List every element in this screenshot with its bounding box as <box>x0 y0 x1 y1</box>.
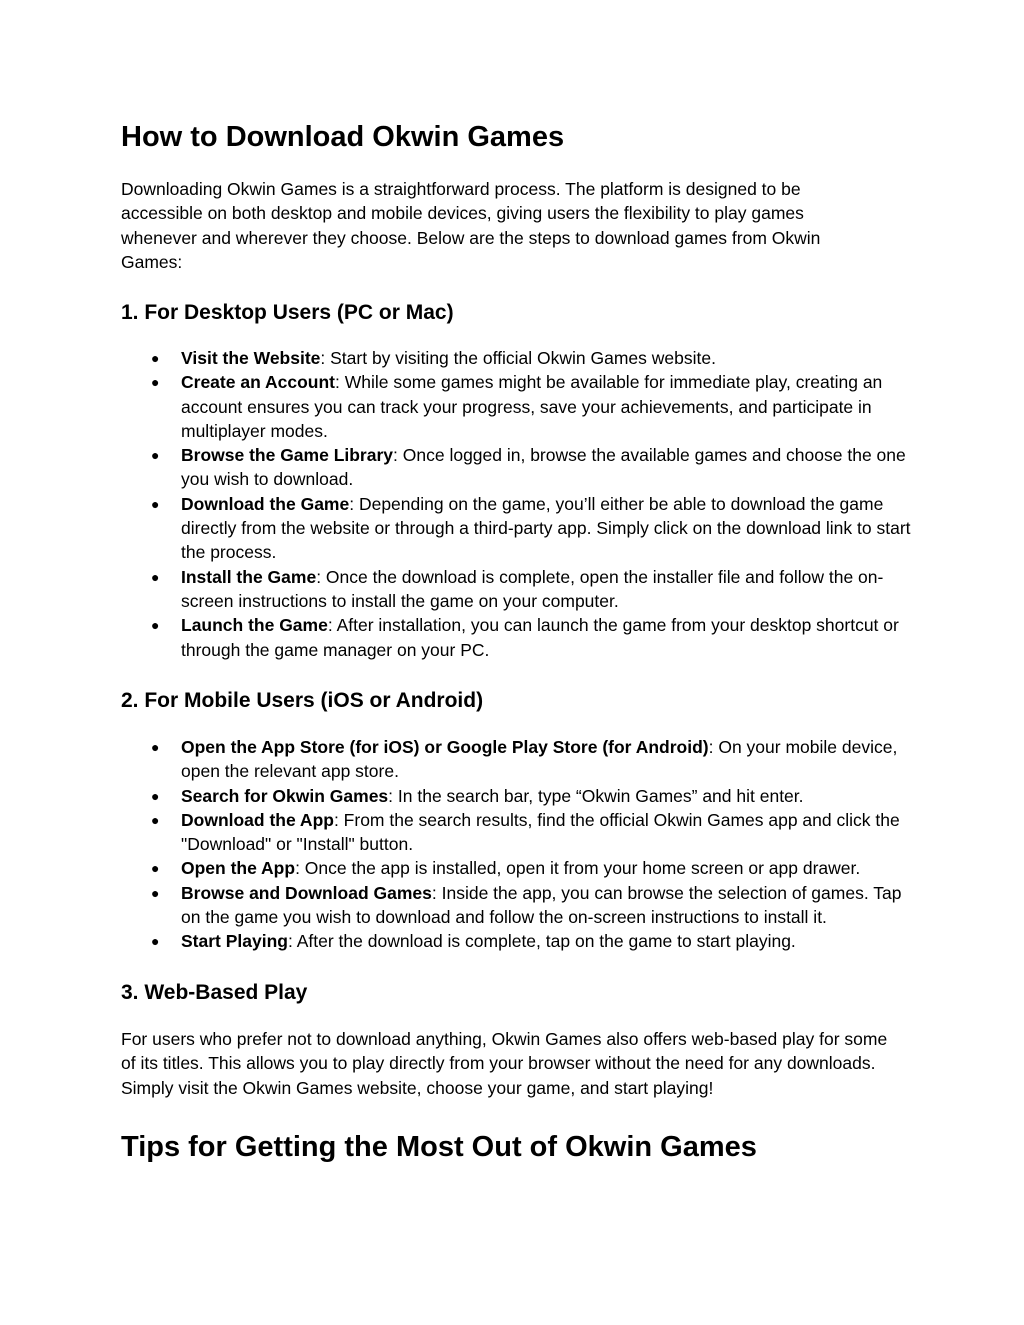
list-item <box>121 808 911 857</box>
step-title: Launch the Game <box>181 615 328 636</box>
bullet-icon: ● <box>151 811 160 828</box>
step-title: Download the Game <box>181 493 350 514</box>
list-item <box>121 492 911 565</box>
tips-title: Tips for Getting the Most Out of Okwin Games <box>121 1131 757 1163</box>
bullet-icon: ● <box>151 884 160 901</box>
bullet-icon: ● <box>151 739 160 755</box>
bullet-icon: ● <box>151 933 160 950</box>
list-item <box>121 929 911 953</box>
list-item <box>121 565 911 614</box>
step-title: Install the Game <box>181 566 317 587</box>
step-text: : On your mobile device, open the relevant app store. <box>181 737 898 782</box>
step-title: Browse and Download Games <box>181 882 432 903</box>
web-paragraph: For users who prefer not to download anything, Okwin Games also offers web-based play for some of its titles. This allows you to play directly from your browser without the need for any downloads. Simply visit the Okwin Games website, choose your game, and start playing! <box>121 1029 888 1098</box>
desktop-section-heading: 1. For Desktop Users (PC or Mac) <box>121 301 454 324</box>
list-item <box>121 613 911 662</box>
step-text: : While some games might be available for immediate play, creating an account ensures you can track your progress, save your achievements, and participate in multiplayer modes. <box>181 372 883 441</box>
step-text: : Inside the app, you can browse the selection of games. Tap on the game you wish to download and follow the on-screen instructions to install it. <box>181 882 902 928</box>
intro-paragraph: Downloading Okwin Games is a straightforward process. The platform is designed to be accessible on both desktop and mobile devices, giving users the flexibility to play games whenever and wherever they choose. Below are the steps to download games from Okwin Games: <box>121 179 821 272</box>
step-title: Download the App <box>181 809 334 830</box>
bullet-icon: ● <box>151 374 160 391</box>
bullet-icon: ● <box>151 495 160 512</box>
step-text: : After the download is complete, tap on the game to start playing. <box>287 931 796 952</box>
bullet-icon: ● <box>151 787 160 804</box>
step-text: : Once logged in, browse the available games and choose the one you wish to download. <box>181 445 906 490</box>
list-item <box>121 370 911 443</box>
step-title: Open the App Store (for iOS) or Google Play Store (for Android) <box>181 737 709 757</box>
step-title: Visit the Website <box>181 348 321 368</box>
bullet-icon: ● <box>151 350 160 366</box>
list-item <box>121 784 911 808</box>
list-item <box>121 881 911 930</box>
list-item <box>121 856 911 880</box>
mobile-section-heading: 2. For Mobile Users (iOS or Android) <box>121 689 484 712</box>
step-title: Browse the Game Library <box>181 445 394 466</box>
step-text: : After installation, you can launch the game from your desktop shortcut or through the game manager on your PC. <box>181 615 899 660</box>
step-title: Search for Okwin Games <box>181 785 389 806</box>
step-title: Create an Account <box>181 372 335 393</box>
mobile-steps-list <box>121 735 911 954</box>
step-text: : In the search bar, type “Okwin Games” and hit enter. <box>388 785 804 806</box>
bullet-icon: ● <box>151 617 160 634</box>
list-item <box>121 346 911 370</box>
bullet-icon: ● <box>151 860 160 877</box>
step-text: : Once the download is complete, open the installer file and follow the on-screen instructions to install the game on your computer. <box>181 566 884 611</box>
step-text: : Start by visiting the official Okwin Games website. <box>320 348 716 368</box>
bullet-icon: ● <box>151 568 160 585</box>
step-text: : Depending on the game, you’ll either be able to download the game directly from the website or through a third-party app. Simply click on the download link to start the process. <box>181 493 911 563</box>
list-item <box>121 735 911 784</box>
bullet-icon: ● <box>151 447 160 464</box>
step-title: Open the App <box>181 858 296 879</box>
page-title: How to Download Okwin Games <box>121 121 565 153</box>
step-title: Start Playing <box>181 931 288 952</box>
web-section-heading: 3. Web-Based Play <box>121 981 308 1004</box>
desktop-steps-list <box>121 346 911 662</box>
list-item <box>121 443 911 492</box>
step-text: : From the search results, find the official Okwin Games app and click the "Download" or "Install" button. <box>181 809 900 855</box>
step-text: : Once the app is installed, open it from your home screen or app drawer. <box>295 858 861 879</box>
